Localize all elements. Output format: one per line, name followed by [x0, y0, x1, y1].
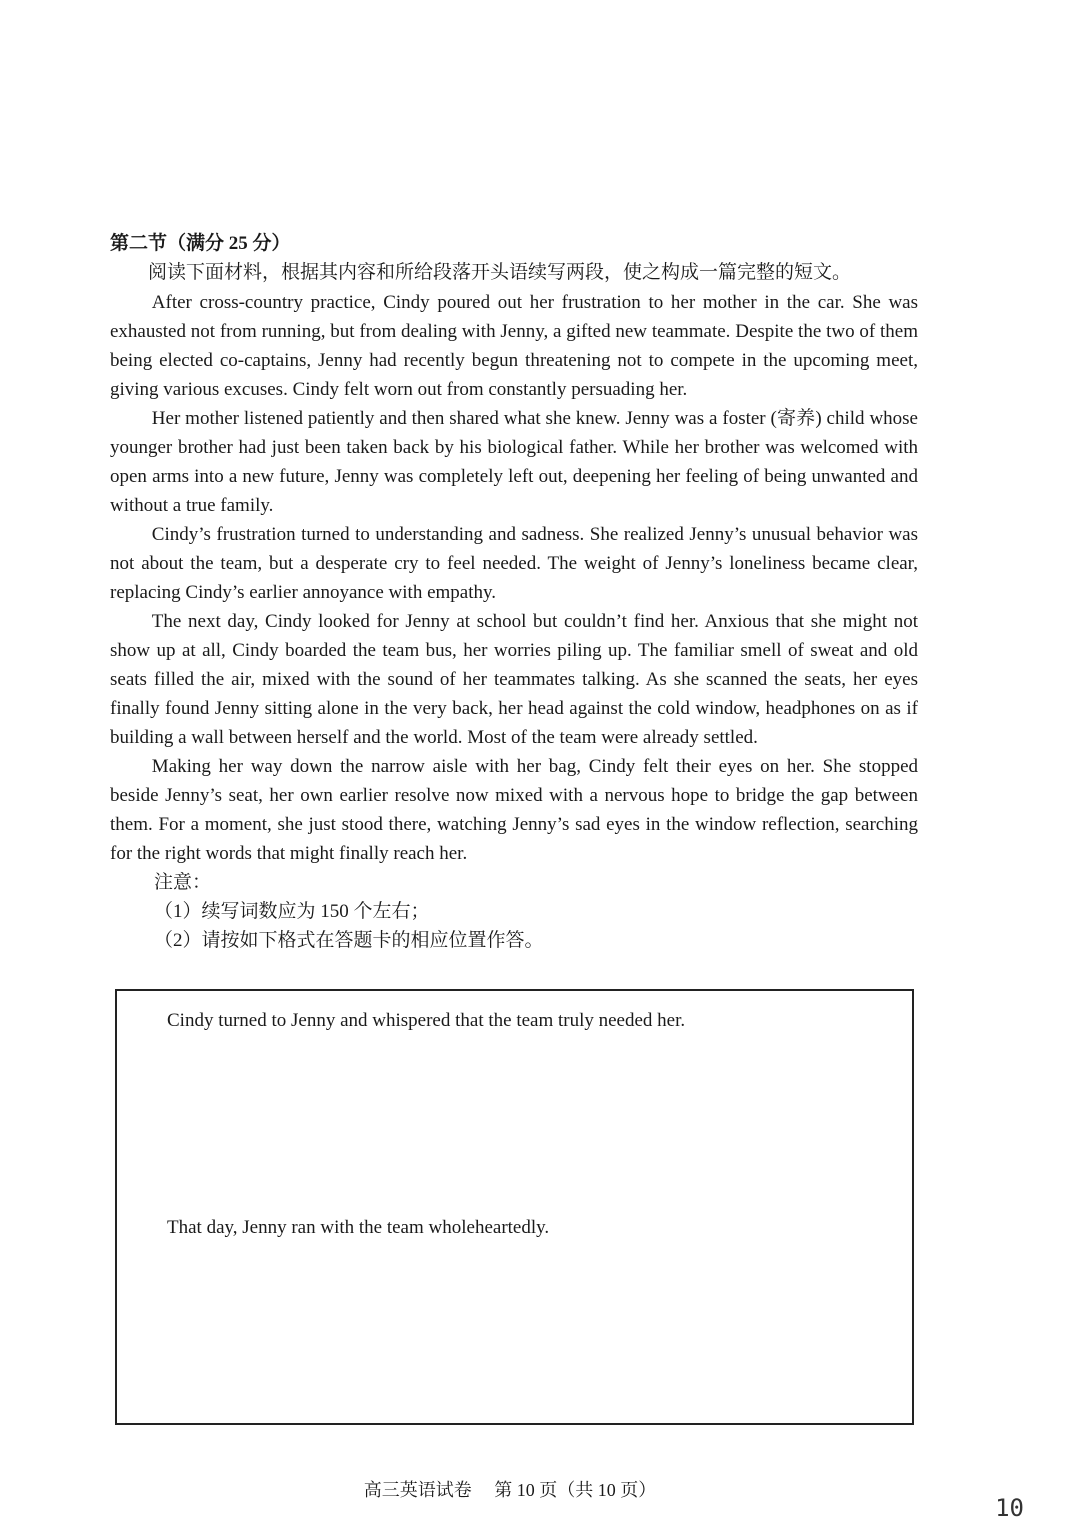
corner-page-number: 10 — [995, 1494, 1024, 1522]
passage-paragraph-3: Cindy’s frustration turned to understanding and sadness. She realized Jenny’s unusual behavior was not about the team, but a desperate cry to feel needed. The weight of Jenny’s loneliness became clear, replacing Cindy’s earlier annoyance with empathy. — [110, 524, 918, 603]
notes-heading: 注意： — [154, 872, 212, 893]
question-content — [110, 230, 918, 955]
answer-box — [115, 989, 914, 1425]
page-footer: 高三英语试卷 第 10 页（共 10 页） — [363, 1480, 657, 1500]
passage-paragraph-5: Making her way down the narrow aisle with her bag, Cindy felt their eyes on her. She stopped beside Jenny’s seat, her own earlier resolve now mixed with a nervous hope to bridge the gap between them. For a moment, she just stood there, watching Jenny’s sad eyes in the window reflection, searching for the right words that might finally reach her. — [110, 756, 918, 864]
passage-paragraph-1: After cross-country practice, Cindy poured out her frustration to her mother in the car. She was exhausted not from running, but from dealing with Jenny, a gifted new teammate. Despite the two of them being elected co-captains, Jenny had recently begun threatening not to compete in the upcoming meet, giving various excuses. Cindy felt worn out from constantly persuading her. — [110, 292, 918, 400]
note-item-1: （1）续写词数应为 150 个左右； — [154, 901, 430, 922]
passage-paragraph-2: Her mother listened patiently and then shared what she knew. Jenny was a foster (寄养) child whose younger brother had just been taken back by his biological father. While her brother was welcomed with open arms into a new future, Jenny was completely left out, deepening her feeling of being unwanted and without a true family. — [110, 408, 918, 516]
note-item-2: （2）请按如下格式在答题卡的相应位置作答。 — [154, 930, 544, 951]
passage-paragraph-4: The next day, Cindy looked for Jenny at school but couldn’t find her. Anxious that she might not show up at all, Cindy boarded the team bus, her worries piling up. The familiar smell of sweat and old seats filled the air, mixed with the sound of her teammates talking. As she scanned the seats, her eyes finally found Jenny sitting alone in the very back, her head against the cold window, headphones on as if building a wall between herself and the world. Most of the team were already settled. — [110, 611, 918, 748]
section-instruction: 阅读下面材料，根据其内容和所给段落开头语续写两段，使之构成一篇完整的短文。 — [148, 262, 852, 283]
section-title: 第二节（满分 25 分） — [110, 233, 291, 254]
paragraph-starter-1: Cindy turned to Jenny and whispered that the team truly needed her. — [167, 1010, 686, 1031]
paragraph-starter-2: That day, Jenny ran with the team wholeheartedly. — [167, 1217, 550, 1238]
